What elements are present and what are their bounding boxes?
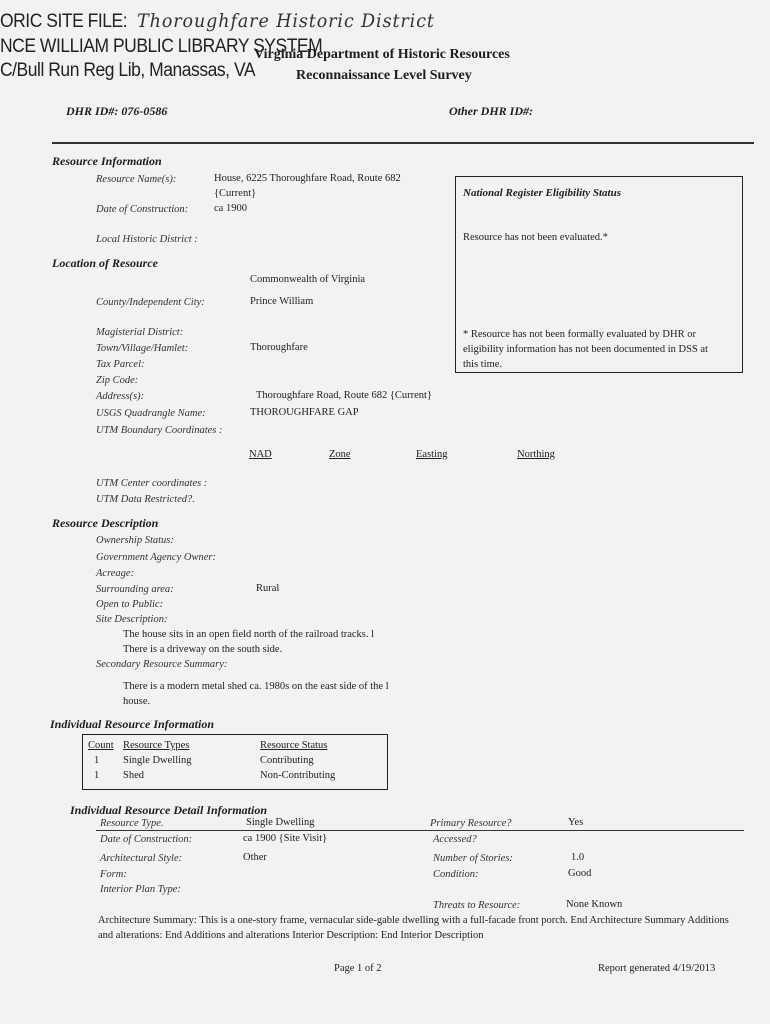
secondary-summary-label: Secondary Resource Summary: (96, 659, 228, 670)
commonwealth-value: Commonwealth of Virginia (250, 274, 366, 285)
stories-label: Number of Stories: (433, 853, 513, 864)
town-label: Town/Village/Hamlet: (96, 343, 189, 354)
secondary-summary-line-2: house. (123, 696, 151, 707)
table-row-1-count: 1 (94, 755, 100, 766)
zip-label: Zip Code: (96, 375, 139, 386)
stamp-line-1 (0, 10, 435, 33)
stories-value: 1.0 (571, 852, 585, 863)
utm-header-nad: NAD (249, 449, 272, 460)
utm-boundary-label: UTM Boundary Coordinates : (96, 425, 223, 436)
condition-label: Condition: (433, 869, 479, 880)
resource-information-heading: Resource Information (52, 154, 162, 168)
style-value: Other (243, 852, 267, 863)
usgs-value: THOROUGHFARE GAP (250, 407, 359, 418)
header-divider (52, 142, 754, 144)
detail-heading: Individual Resource Detail Information (70, 803, 268, 817)
table-header-status: Resource Status (260, 740, 328, 751)
table-row-1-status: Contributing (260, 755, 314, 766)
site-description-line-1: The house sits in an open field north of the railroad tracks. l (123, 629, 375, 640)
tax-parcel-label: Tax Parcel: (96, 359, 145, 370)
location-heading: Location of Resource (52, 256, 158, 270)
detail-date-label: Date of Construction: (100, 834, 193, 845)
stamp-line-3: C/Bull Run Reg Lib, Manassas, VA (0, 60, 256, 81)
site-description-line-2: There is a driveway on the south side. (123, 644, 283, 655)
surrounding-value: Rural (256, 583, 280, 594)
stamp-line-2: NCE WILLIAM PUBLIC LIBRARY SYSTEM (0, 36, 323, 57)
primary-resource-value: Yes (568, 817, 584, 828)
description-heading: Resource Description (52, 516, 159, 530)
interior-plan-label: Interior Plan Type: (100, 884, 181, 895)
report-generated: Report generated 4/19/2013 (598, 963, 716, 974)
open-public-label: Open to Public: (96, 599, 164, 610)
page-number: Page 1 of 2 (334, 963, 382, 974)
resource-name-value: House, 6225 Thoroughfare Road, Route 682 (214, 173, 401, 184)
eligibility-status: Resource has not been evaluated.* (463, 232, 608, 243)
detail-type-value: Single Dwelling (246, 817, 315, 828)
table-header-types: Resource Types (123, 740, 190, 751)
local-district-label: Local Historic District : (96, 234, 198, 245)
ownership-label: Ownership Status: (96, 535, 174, 546)
county-label: County/Independent City: (96, 297, 205, 308)
eligibility-title: National Register Eligibility Status (463, 187, 621, 199)
threats-label: Threats to Resource: (433, 900, 521, 911)
other-dhr-id: Other DHR ID#: (449, 104, 534, 118)
eligibility-box (455, 176, 743, 373)
utm-header-easting: Easting (416, 449, 448, 460)
agency-title: Virginia Department of Historic Resources (254, 47, 510, 62)
threats-value: None Known (566, 899, 623, 910)
county-value: Prince William (250, 296, 314, 307)
usgs-label: USGS Quadrangle Name: (96, 408, 206, 419)
detail-type-label: Resource Type. (100, 818, 164, 829)
individual-resources-heading: Individual Resource Information (50, 717, 215, 731)
survey-title: Reconnaissance Level Survey (296, 68, 472, 83)
form-label: Form: (100, 869, 127, 880)
secondary-summary-line-1: There is a modern metal shed ca. 1980s on the east side of the l (123, 681, 389, 692)
utm-center-label: UTM Center coordinates : (96, 478, 208, 489)
construction-date-label: Date of Construction: (96, 204, 189, 215)
address-label: Address(s): (96, 391, 145, 402)
dhr-id: DHR ID#: 076-0586 (66, 104, 168, 118)
style-label: Architectural Style: (100, 853, 183, 864)
eligibility-note: * Resource has not been formally evaluated by DHR or eligibility information has not been documented in DSS at this time. (463, 329, 708, 370)
address-value: Thoroughfare Road, Route 682 {Current} (256, 390, 432, 401)
table-header-count: Count (88, 740, 114, 751)
table-row-2-type: Shed (123, 770, 144, 781)
primary-resource-label: Primary Resource? (430, 818, 512, 829)
individual-resources-table (82, 734, 388, 790)
acreage-label: Acreage: (96, 568, 135, 579)
condition-value: Good (568, 868, 592, 879)
handwritten-district-name: Thoroughfare Historic District (137, 10, 435, 32)
magisterial-label: Magisterial District: (96, 327, 184, 338)
construction-date-value: ca 1900 (214, 203, 247, 214)
utm-header-northing: Northing (517, 449, 555, 460)
town-value: Thoroughfare (250, 342, 308, 353)
stamp-prefix: ORIC SITE FILE: (0, 11, 128, 32)
resource-name-label: Resource Name(s): (96, 174, 177, 185)
detail-divider (96, 830, 744, 831)
accessed-label: Accessed? (433, 834, 477, 845)
gov-owner-label: Government Agency Owner: (96, 552, 216, 563)
detail-date-value: ca 1900 {Site Visit} (243, 833, 328, 844)
table-row-2-status: Non-Contributing (260, 770, 336, 781)
resource-name-status: {Current} (214, 188, 257, 199)
architecture-summary: Architecture Summary: This is a one-story frame, vernacular side-gable dwelling with a full-facade front porch. End Architecture Summary Additions and alterations: End Additions and alterations Interior Description: End Interior Description (98, 915, 729, 941)
table-row-1-type: Single Dwelling (123, 755, 192, 766)
site-description-label: Site Description: (96, 614, 168, 625)
utm-restricted-label: UTM Data Restricted?. (96, 494, 195, 505)
surrounding-label: Surrounding area: (96, 584, 174, 595)
table-row-2-count: 1 (94, 770, 100, 781)
utm-header-zone: Zone (329, 449, 351, 460)
